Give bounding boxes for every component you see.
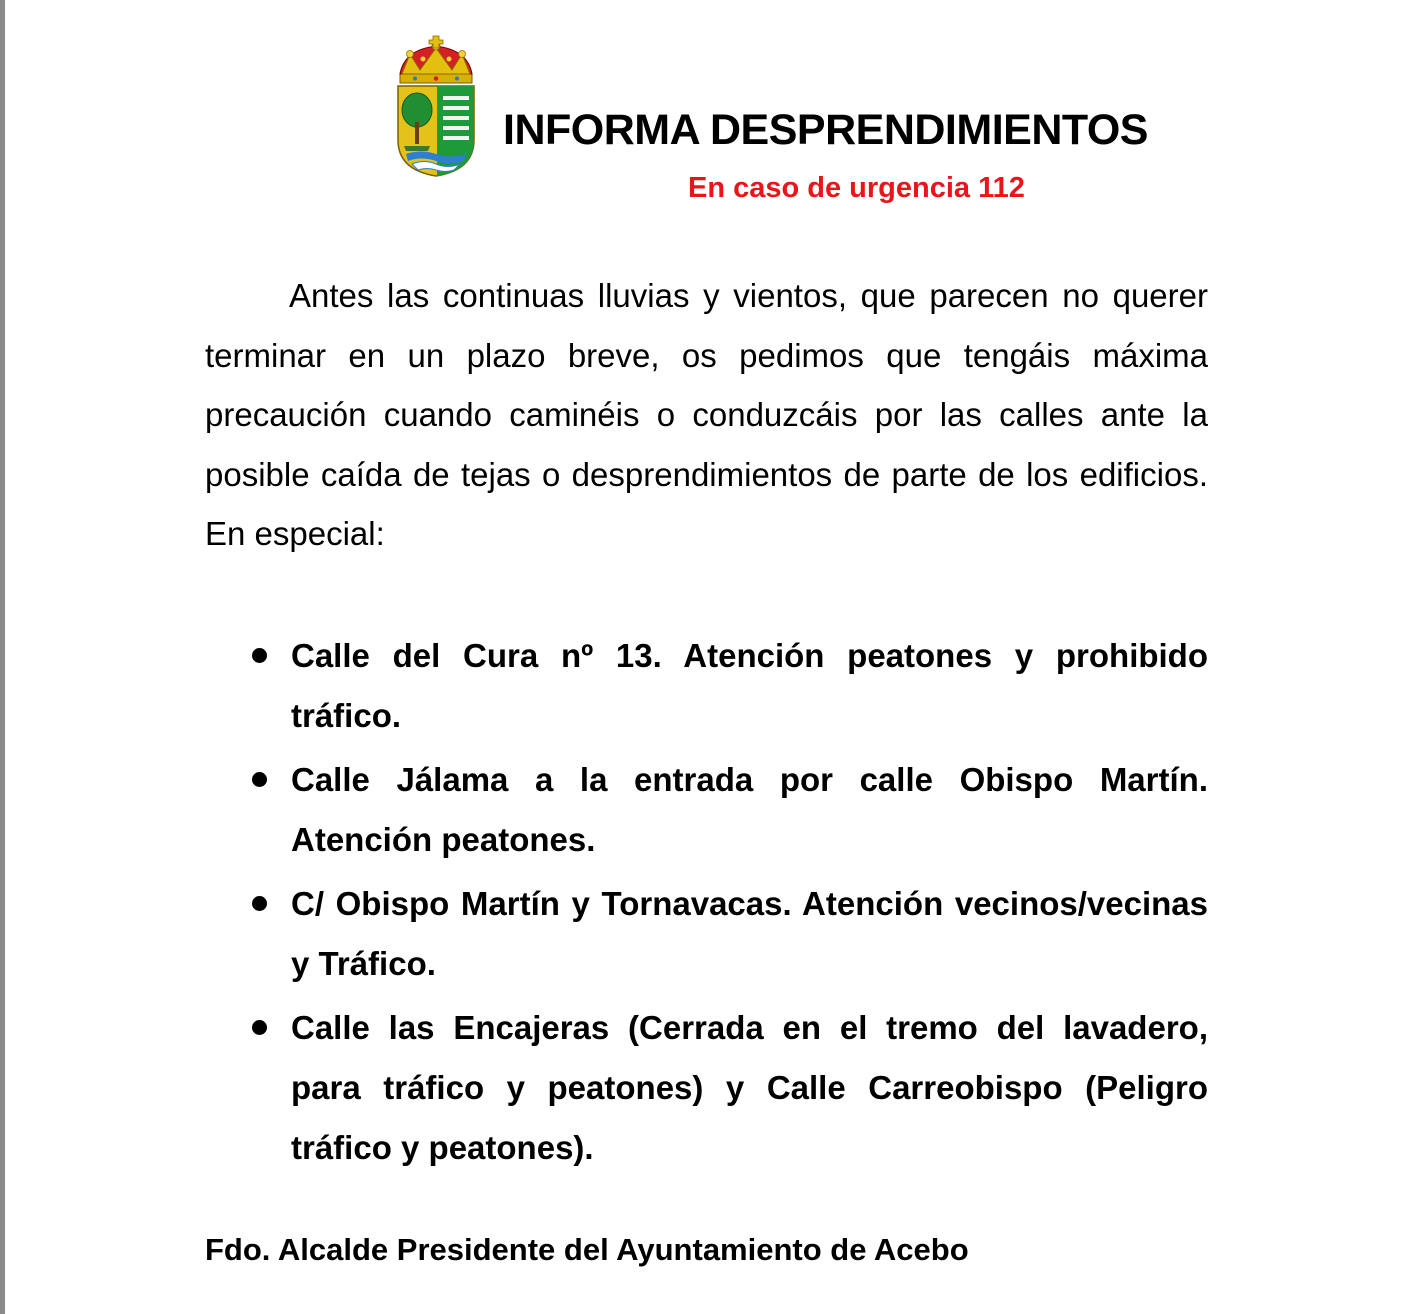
list-item-text: Calle del Cura nº 13. Atención peatones y prohibido tráfico.	[291, 637, 1208, 734]
bullet-icon	[252, 772, 267, 787]
urgent-note: En caso de urgencia 112	[688, 172, 1025, 204]
shield-icon	[398, 86, 474, 176]
list-item-text: Calle Jálama a la entrada por calle Obispo Martín. Atención peatones.	[291, 761, 1208, 858]
list-item-text: C/ Obispo Martín y Tornavacas. Atención vecinos/vecinas y Tráfico.	[291, 885, 1208, 982]
page-edge	[0, 0, 5, 1314]
list-item	[205, 750, 1208, 870]
list-item	[205, 874, 1208, 994]
list-item	[205, 998, 1208, 1178]
list-item	[205, 626, 1208, 746]
bullet-icon	[252, 896, 267, 911]
bullet-icon	[252, 648, 267, 663]
street-list	[205, 626, 1208, 1182]
coat-of-arms-icon	[390, 30, 482, 180]
crown-icon	[400, 36, 472, 83]
list-item-text: Calle las Encajeras (Cerrada en el tremo del lavadero, para tráfico y peatones) y Calle Carreobispo (Peligro tráfico y peatones).	[291, 1009, 1208, 1166]
page-title: INFORMA DESPRENDIMIENTOS	[503, 106, 1148, 154]
signature: Fdo. Alcalde Presidente del Ayuntamiento de Acebo	[205, 1232, 969, 1267]
bullet-icon	[252, 1020, 267, 1035]
intro-paragraph: Antes las continuas lluvias y vientos, que parecen no querer terminar en un plazo breve, os pedimos que tengáis máxima precaución cuando caminéis o conduzcáis por las calles ante la posible caída de tejas o desprendimientos de parte de los edificios. En especial:	[205, 277, 1208, 552]
